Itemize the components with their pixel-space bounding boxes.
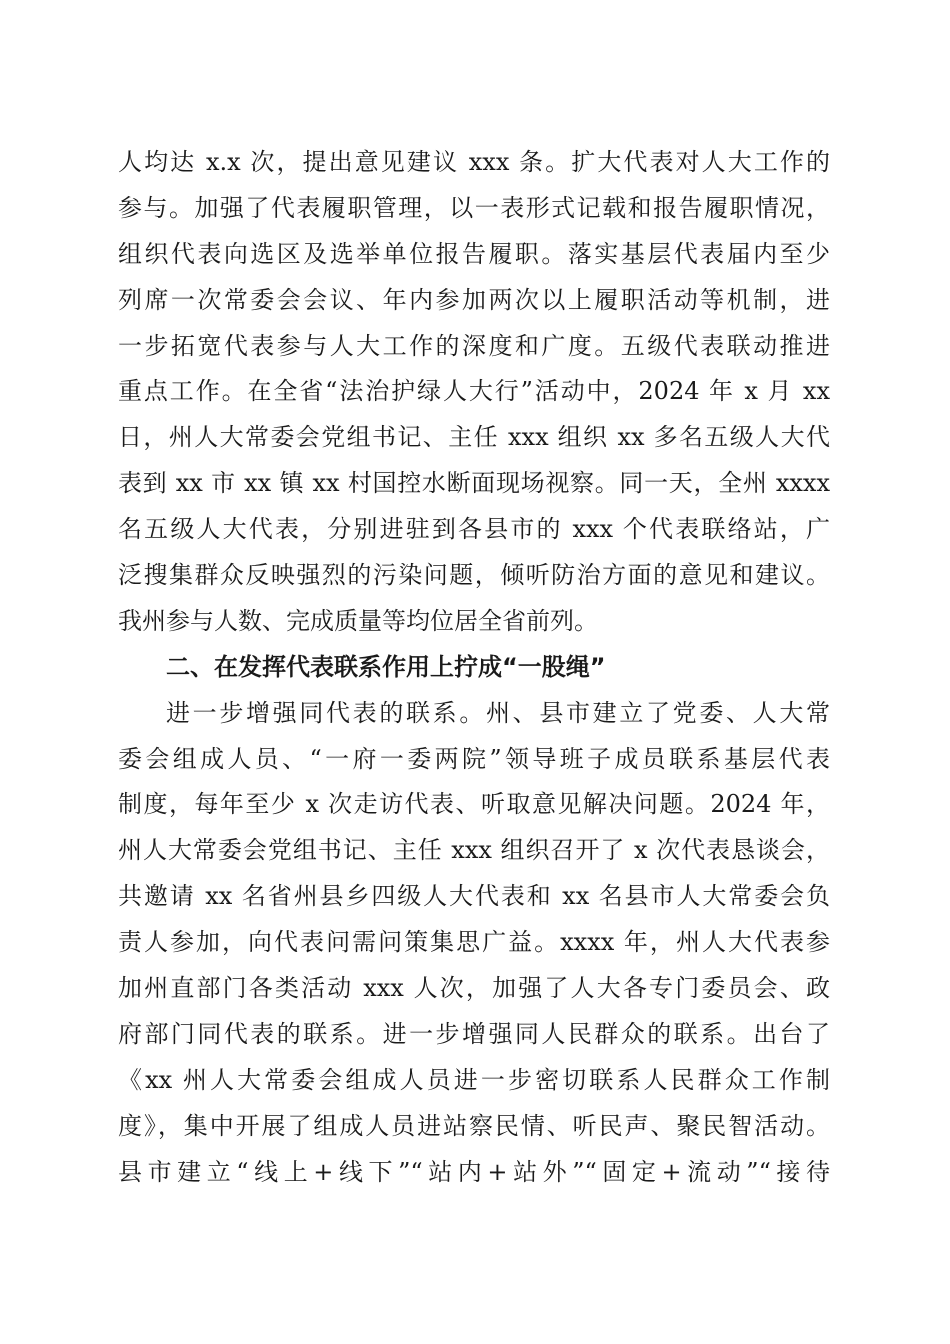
paragraph-2 — [118, 691, 830, 1196]
paragraph-line: 名五级人大代表，分别进驻到各县市的 xxx 个代表联络站，广 — [118, 515, 830, 544]
paragraph-line: 加州直部门各类活动 xxx 人次，加强了人大各专门委员会、政 — [118, 974, 830, 1003]
paragraph-line: 一步拓宽代表参与人大工作的深度和广度。五级代表联动推进 — [118, 331, 830, 360]
paragraph-line: 度》，集中开展了组成人员进站察民情、听民声、聚民智活动。 — [118, 1111, 830, 1140]
paragraph-line: 表到 xx 市 xx 镇 xx 村国控水断面现场视察。同一天，全州 xxxx — [118, 469, 830, 498]
paragraph-line: 参与。加强了代表履职管理，以一表形式记载和报告履职情况， — [118, 193, 830, 222]
paragraph-line: 列席一次常委会会议、年内参加两次以上履职活动等机制，进 — [118, 285, 830, 314]
paragraph-line: 府部门同代表的联系。进一步增强同人民群众的联系。出台了 — [118, 1019, 830, 1048]
paragraph-line: 制度，每年至少 x 次走访代表、听取意见解决问题。2024 年， — [118, 790, 830, 819]
paragraph-line: 委会组成人员、“一府一委两院”领导班子成员联系基层代表 — [118, 744, 830, 773]
paragraph-line: 泛搜集群众反映强烈的污染问题，倾听防治方面的意见和建议。 — [118, 561, 830, 590]
section-heading: 二、在发挥代表联系作用上拧成“一股绳” — [166, 652, 606, 681]
paragraph-line: 日，州人大常委会党组书记、主任 xxx 组织 xx 多名五级人大代 — [118, 423, 830, 452]
paragraph-line: 重点工作。在全省“法治护绿人大行”活动中，2024 年 x 月 xx — [118, 377, 830, 406]
document-body — [118, 140, 830, 1195]
paragraph-1 — [118, 140, 830, 645]
paragraph-line: 进一步增强同代表的联系。州、县市建立了党委、人大常 — [166, 698, 830, 727]
paragraph-line: 共邀请 xx 名省州县乡四级人大代表和 xx 名县市人大常委会负 — [118, 882, 830, 911]
paragraph-line: 责人参加，向代表问需问策集思广益。xxxx 年，州人大代表参 — [118, 928, 830, 957]
paragraph-line: 人均达 x.x 次，提出意见建议 xxx 条。扩大代表对人大工作的 — [118, 148, 830, 176]
paragraph-line: 县市建立“线上+线下”“站内+站外”“固定+流动”“接待 — [118, 1157, 830, 1186]
paragraph-line: 我州参与人数、完成质量等均位居全省前列。 — [118, 606, 598, 635]
paragraph-line: 州人大常委会党组书记、主任 xxx 组织召开了 x 次代表恳谈会， — [118, 836, 830, 865]
paragraph-line: 《xx 州人大常委会组成人员进一步密切联系人民群众工作制 — [118, 1065, 830, 1094]
paragraph-line: 组织代表向选区及选举单位报告履职。落实基层代表届内至少 — [118, 239, 830, 268]
